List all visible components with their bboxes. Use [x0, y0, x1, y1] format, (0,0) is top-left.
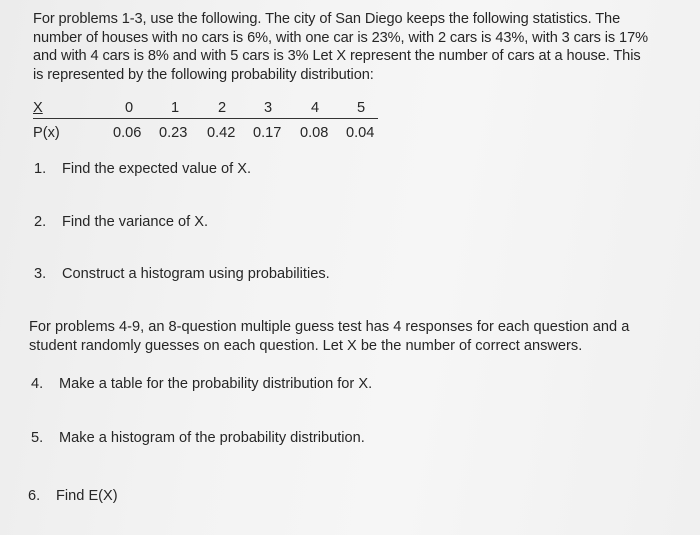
p-value: 0.23: [159, 125, 188, 141]
problem-number: 6.: [28, 488, 41, 504]
problem-2: [34, 214, 208, 230]
p-value: 0.08: [300, 125, 329, 141]
intro-paragraph-2: [29, 318, 693, 355]
problem-3: [34, 266, 330, 282]
problem-number: 1.: [34, 161, 47, 177]
intro2-line: For problems 4-9, an 8-question multiple guess test has 4 responses for each question and a: [29, 319, 630, 335]
problem-text: Find the variance of X.: [62, 214, 209, 230]
problem-5: [31, 430, 365, 446]
problem-number: 4.: [31, 376, 44, 392]
x-value: 3: [264, 100, 273, 116]
problem-4: [31, 376, 372, 392]
p-header: P(x): [33, 125, 60, 141]
intro-line: For problems 1-3, use the following. The city of San Diego keeps the following statistics. The: [33, 11, 621, 27]
x-value: 0: [125, 100, 134, 116]
intro-paragraph: [33, 10, 697, 84]
x-value: 4: [311, 100, 320, 116]
x-value: 1: [171, 100, 180, 116]
problem-number: 2.: [34, 214, 47, 230]
problem-number: 5.: [31, 430, 44, 446]
p-value: 0.42: [207, 125, 236, 141]
problem-text: Make a histogram of the probability distribution.: [59, 430, 365, 446]
x-header: X: [33, 100, 43, 116]
x-value: 2: [218, 100, 227, 116]
probability-distribution-table: [33, 100, 378, 151]
problem-number: 3.: [34, 266, 47, 282]
problem-text: Make a table for the probability distribution for X.: [59, 376, 373, 392]
x-values-row: [33, 100, 378, 119]
p-value: 0.06: [113, 125, 142, 141]
intro-line: and with 4 cars is 8% and with 5 cars is 3% Let X represent the number of cars at a house. This: [33, 48, 641, 65]
intro-line: number of houses with no cars is 6%, with one car is 23%, with 2 cars is 43%, with 3 cars is 17%: [33, 29, 648, 46]
problem-1: [34, 161, 251, 177]
intro2-line: student randomly guesses on each question. Let X be the number of correct answers.: [29, 337, 583, 354]
intro-line: is represented by the following probability distribution:: [33, 66, 374, 83]
problem-text: Find E(X): [56, 488, 118, 504]
p-value: 0.17: [253, 125, 282, 141]
p-value: 0.04: [346, 125, 375, 141]
problem-text: Construct a histogram using probabilities.: [62, 266, 330, 282]
problem-text: Find the expected value of X.: [62, 161, 252, 177]
p-values-row: [33, 125, 378, 151]
problem-6: [28, 488, 118, 504]
x-value: 5: [357, 100, 366, 116]
